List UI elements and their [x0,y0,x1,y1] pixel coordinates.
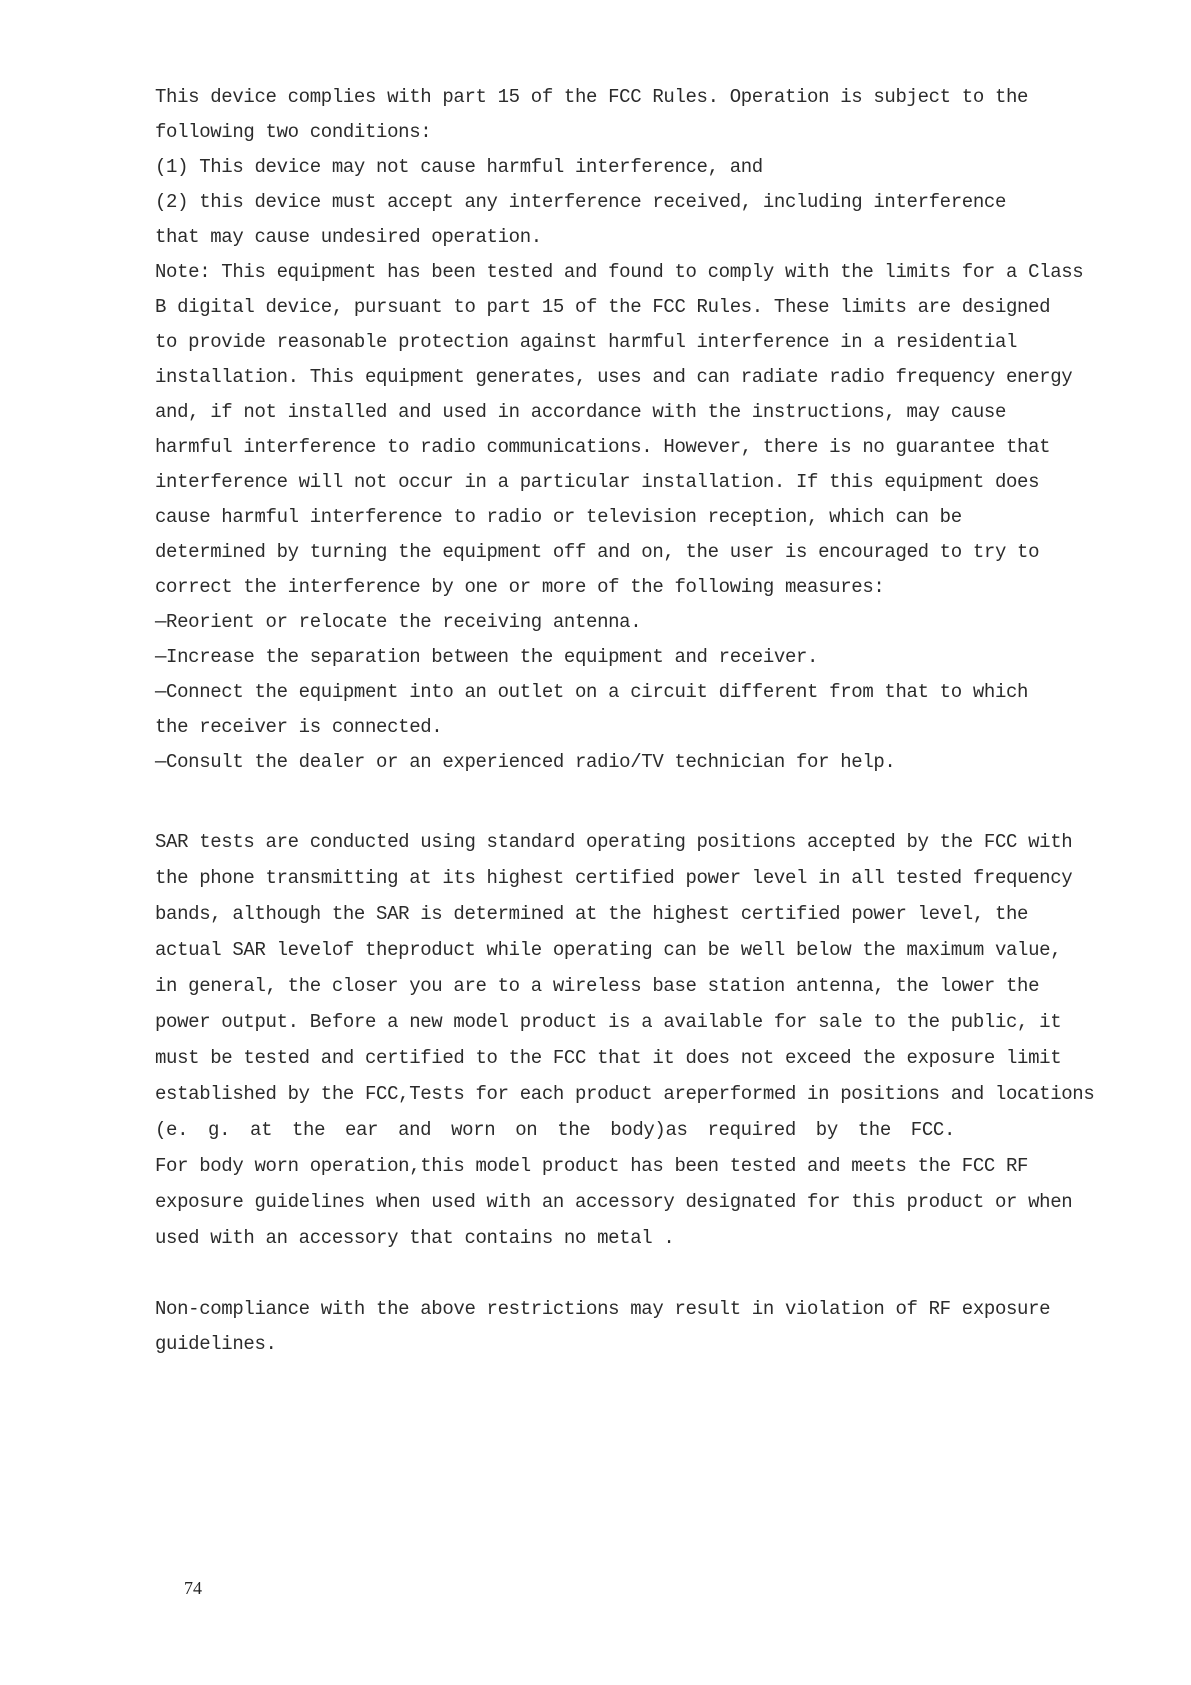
text-line: interference will not occur in a particular installation. If this equipment does [155,471,1040,493]
text-line: harmful interference to radio communications. However, there is no guarantee that [155,436,1051,458]
text-line: determined by turning the equipment off and on, the user is encouraged to try to [155,541,1040,563]
text-line: in general, the closer you are to a wireless base station antenna, the lower the [155,975,1040,997]
text-line: actual SAR levelof theproduct while operating can be well below the maximum value, [155,939,1062,961]
text-line: power output. Before a new model product is a available for sale to the public, it [155,1011,1062,1033]
text-line: used with an accessory that contains no metal . [155,1227,675,1249]
section-spacer [155,1256,955,1292]
text-line: For body worn operation,this model product has been tested and meets the FCC RF [155,1155,1029,1177]
text-line: bands, although the SAR is determined at the highest certified power level, the [155,903,1029,925]
text-line: cause harmful interference to radio or television reception, which can be [155,506,962,528]
text-line: established by the FCC,Tests for each product areperformed in positions and locations [155,1083,1095,1105]
text-line: that may cause undesired operation. [155,226,542,248]
text-line: (2) this device must accept any interference received, including interference [155,191,1006,213]
page-number: 74 [184,1578,202,1598]
text-line: —Connect the equipment into an outlet on a circuit different from that to which [155,681,1029,703]
text-line: —Increase the separation between the equipment and receiver. [155,646,819,668]
text-line: installation. This equipment generates, uses and can radiate radio frequency energy [155,366,1073,388]
text-line: —Reorient or relocate the receiving antenna. [155,611,642,633]
text-line: must be tested and certified to the FCC that it does not exceed the exposure limit [155,1047,1062,1069]
text-line: SAR tests are conducted using standard operating positions accepted by the FCC with [155,831,1073,853]
text-line: to provide reasonable protection against harmful interference in a residential [155,331,1018,353]
text-line: and, if not installed and used in accordance with the instructions, may cause [155,401,1006,423]
text-line: the phone transmitting at its highest certified power level in all tested frequency [155,867,1073,889]
text-line: B digital device, pursuant to part 15 of the FCC Rules. These limits are designed [155,296,1051,318]
text-line: (1) This device may not cause harmful interference, and [155,156,763,178]
text-line: —Consult the dealer or an experienced radio/TV technician for help. [155,751,896,773]
document-page [155,80,1095,1362]
text-line: (e. g. at the ear and worn on the body)as required by the FCC. [155,1119,955,1141]
sar-statement [155,824,1095,1256]
noncompliance-statement [155,1292,1051,1362]
text-line: the receiver is connected. [155,716,443,738]
text-line: following two conditions: [155,121,432,143]
text-line: Non-compliance with the above restrictions may result in violation of RF exposure [155,1298,1051,1320]
text-line: This device complies with part 15 of the FCC Rules. Operation is subject to the [155,86,1029,108]
fcc-compliance-statement [155,80,1084,780]
text-line: guidelines. [155,1333,277,1355]
section-spacer [155,780,955,824]
text-line: Note: This equipment has been tested and found to comply with the limits for a Class [155,261,1084,283]
text-line: exposure guidelines when used with an accessory designated for this product or when [155,1191,1073,1213]
text-line: correct the interference by one or more of the following measures: [155,576,885,598]
